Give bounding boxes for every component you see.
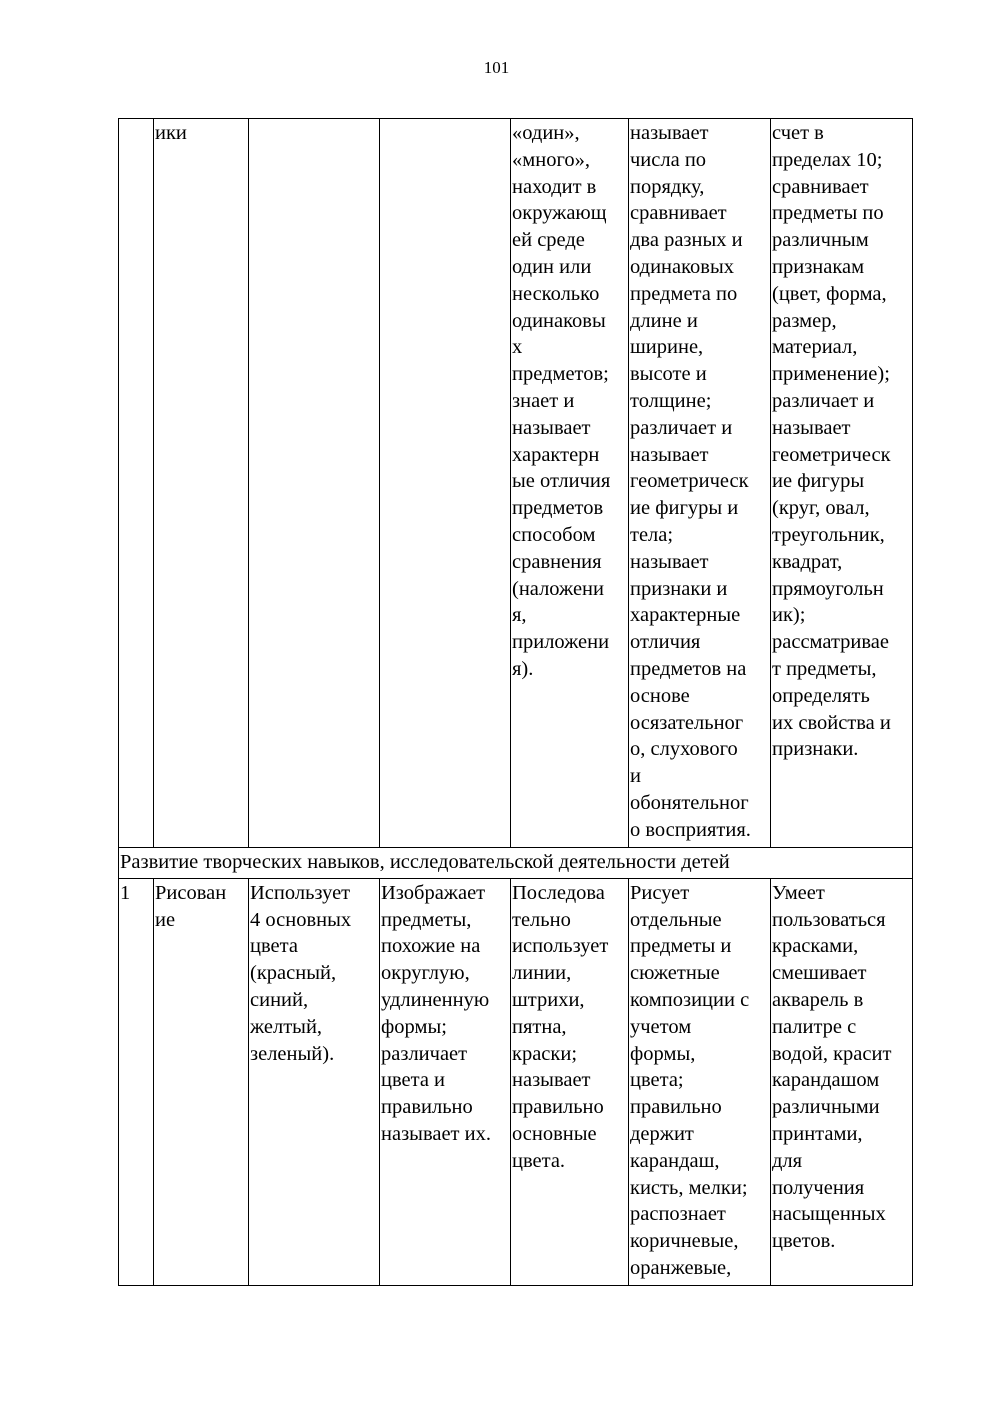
cell-level-3: Последова тельно использует линии, штрихи, пятна, краски; называет правильно основные цвета. [511, 878, 629, 1285]
cell-number: 1 [119, 878, 154, 1285]
cell-activity: Рисован ие [154, 878, 249, 1285]
cell-level-5: Умеет пользоваться красками, смешивает акварель в палитре с водой, красит карандашом различными принтами, для получения насыщенных цветов. [771, 878, 913, 1285]
document-table [118, 118, 913, 1286]
table-section-row [119, 848, 913, 879]
section-title: Развитие творческих навыков, исследовательской деятельности детей [119, 848, 913, 879]
table-row-continued [119, 119, 913, 848]
table-row-drawing [119, 878, 913, 1285]
cell-level-4: называет числа по порядку, сравнивает два разных и одинаковых предмета по длине и ширине, высоте и толщине; различает и называет геометрическ ие фигуры и тела; называет признаки и характерные отличия предметов на основе осязательног о, слухового и обонятельног о восприятия. [629, 119, 771, 848]
cell-level-1 [249, 119, 380, 848]
page-number: 101 [483, 58, 510, 77]
cell-level-2 [380, 119, 511, 848]
cell-level-4: Рисует отдельные предметы и сюжетные композиции с учетом формы, цвета; правильно держит карандаш, кисть, мелки; распознает коричневые, оранжевые, [629, 878, 771, 1285]
cell-level-3: «один», «много», находит в окружающ ей среде один или несколько одинаковы х предметов; знает и называет характерн ые отличия предметов способом сравнения (наложени я, приложени я). [511, 119, 629, 848]
cell-level-5: счет в пределах 10; сравнивает предметы по различным признакам (цвет, форма, размер, материал, применение); различает и называет геометрическ ие фигуры (круг, овал, треугольник, квадрат, прямоугольн ик); рассматривае т предметы, определять их свойства и признаки. [771, 119, 913, 848]
cell-activity: ики [154, 119, 249, 848]
cell-level-2: Изображает предметы, похожие на округлую, удлиненную формы; различает цвета и правильно называет их. [380, 878, 511, 1285]
cell-level-1: Использует 4 основных цвета (красный, синий, желтый, зеленый). [249, 878, 380, 1285]
cell-number [119, 119, 154, 848]
